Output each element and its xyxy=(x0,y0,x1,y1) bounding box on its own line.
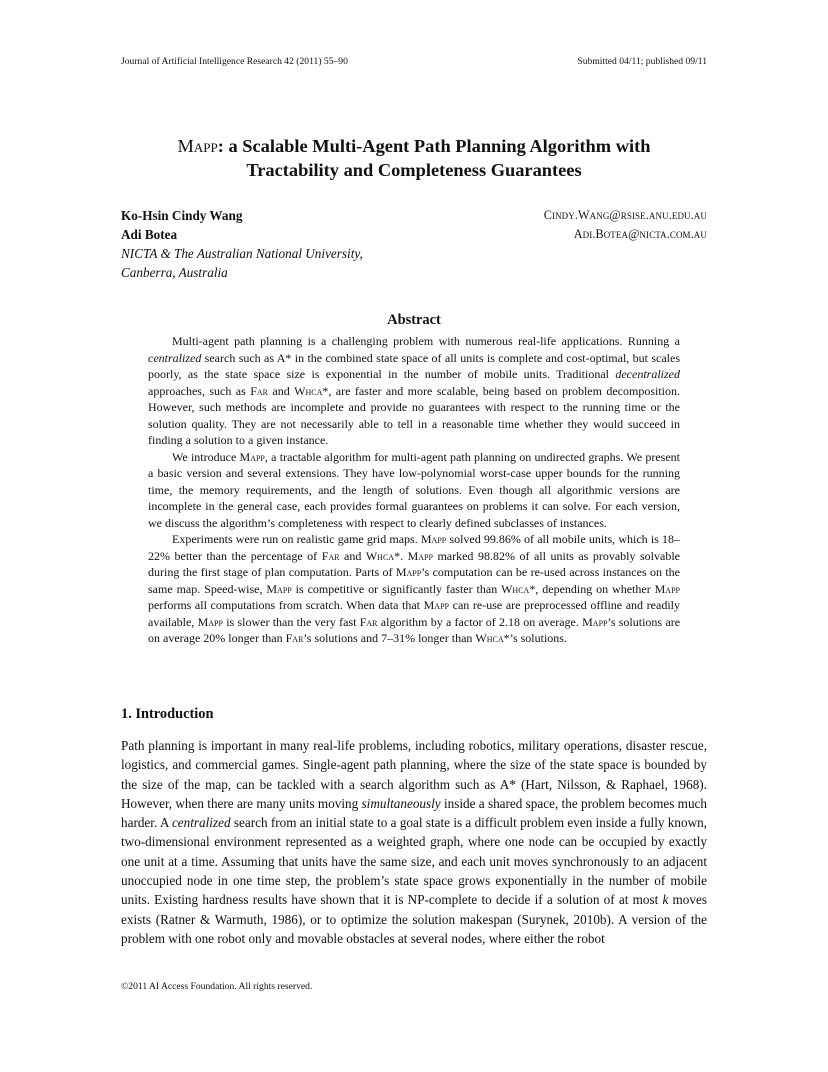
text-run: approaches, such as xyxy=(148,383,251,398)
author-row xyxy=(121,206,707,225)
algorithm-name: Mapp xyxy=(582,614,608,629)
algorithm-name: Whca xyxy=(501,581,530,596)
journal-citation: Journal of Artificial Intelligence Research 42 (2011) 55–90 xyxy=(121,56,348,67)
algorithm-name: Mapp xyxy=(197,614,223,629)
algorithm-name: Mapp xyxy=(423,598,449,612)
copyright-footer: ©2011 AI Access Foundation. All rights reserved. xyxy=(121,981,313,992)
text-run: solved 99.86% of all mobile units, which is 18–22% better than the percentage of xyxy=(148,532,680,563)
title-algorithm-name: Mapp xyxy=(177,136,218,156)
abstract-paragraph-2 xyxy=(148,449,680,532)
author-name: Ko-Hsin Cindy Wang xyxy=(121,208,243,223)
algorithm-name: Mapp xyxy=(654,581,680,596)
algorithm-name: Whca xyxy=(365,548,395,563)
algorithm-name: Mapp xyxy=(395,565,422,579)
algorithm-name: Mapp xyxy=(239,449,265,464)
introduction-body xyxy=(121,736,707,948)
algorithm-name: Far xyxy=(359,614,378,629)
text-run: and xyxy=(268,383,295,398)
author-email: Cindy.Wang@rsise.anu.edu.au xyxy=(543,208,707,222)
section-heading-introduction: 1. Introduction xyxy=(121,706,214,722)
introduction-paragraph-1 xyxy=(121,736,707,948)
text-run: inside a shared space, the problem becomes much harder. A xyxy=(121,795,707,831)
abstract-heading: Abstract xyxy=(387,312,441,328)
text-run: We introduce xyxy=(172,449,240,464)
text-run: performs all computations from scratch. When data that xyxy=(148,598,424,612)
text-run: search from an initial state to a goal state is a difficult problem even inside a fully known, two-dimensional environment represented as a weighted graph, where one node can be occupied by exactly one unit at a time. Assuming that units have the same size, and each unit moves synchronously to an adjacent unoccupied node in one time step, the problem’s state space grows exponentially in the number of mobile units. Existing hardness results have shown that it is NP-complete to decide if a solution of at most xyxy=(121,815,707,908)
affiliation-line-1: NICTA & The Australian National University, xyxy=(121,246,363,261)
algorithm-name: Mapp xyxy=(407,548,433,563)
author-email: Adi.Botea@nicta.com.au xyxy=(573,227,707,241)
text-run: , a tractable algorithm for multi-agent path planning on undirected graphs. We present a basic version and several extensions. They have low-polynomial worst-case upper bounds for the running time, the memory requirements, and the length of solutions. Even though all algorithmic versions are incomplete in the general case, each provides formal guarantees on problems it can solve. For each version, we discuss the algorithm’s completeness with respect to clearly defined subclasses of instances. xyxy=(148,449,680,530)
algorithm-name: Mapp xyxy=(266,581,292,596)
math-variable: k xyxy=(662,892,669,908)
algorithm-name: Far xyxy=(321,548,340,563)
text-run: ’s solutions and 7–31% longer than xyxy=(303,631,476,645)
author-block xyxy=(121,206,707,282)
algorithm-name: Far xyxy=(285,631,304,645)
text-run: and xyxy=(339,548,366,563)
title-line-1-text: : a Scalable Multi-Agent Path Planning Algorithm with xyxy=(217,136,651,156)
text-run: ’s computation can be re-used across instances on the same map. Speed-wise, xyxy=(148,565,680,596)
text-run: Experiments were run on realistic game grid maps. xyxy=(172,532,421,546)
text-run: is competitive or significantly faster than xyxy=(291,581,502,596)
abstract-paragraph-3 xyxy=(148,531,680,647)
emphasis: centralized xyxy=(171,815,231,831)
text-run: can re-use are preprocessed offline and readily available, xyxy=(148,598,680,629)
affiliation-line-2: Canberra, Australia xyxy=(121,265,228,280)
algorithm-name: Whca xyxy=(475,631,504,645)
algorithm-name: Mapp xyxy=(420,532,447,546)
text-run: *’s solutions. xyxy=(503,631,567,645)
text-run: *. xyxy=(394,548,408,563)
emphasis: decentralized xyxy=(615,367,680,381)
algorithm-name: Far xyxy=(250,383,268,398)
text-run: Path planning is important in many real-life problems, including robotics, military operations, disaster rescue, logistics, and commercial games. Single-agent path planning, where the size of the state space is bounded by the size of the map, can be tackled with a search algorithm such as A* (Hart, Nilsson, & Raphael, 1968). However, when there are many units moving xyxy=(121,738,707,811)
abstract-body xyxy=(148,333,680,647)
text-run: *, are faster and more scalable, being based on problem decomposition. However, such methods are incomplete and provide no guarantees with respect to the running time or the solution quality. They are not necessarily able to tell in a reasonable time whether they would succeed in finding a solution to a given instance. xyxy=(148,383,681,447)
algorithm-name: Whca xyxy=(294,383,323,398)
text-run: algorithm by a factor of 2.18 on average. xyxy=(377,614,583,629)
text-run: Multi-agent path planning is a challenging problem with numerous real-life applications. Running a xyxy=(172,334,680,348)
emphasis: centralized xyxy=(148,350,202,365)
abstract-paragraph-1 xyxy=(148,333,680,449)
running-header xyxy=(121,56,707,68)
submission-dates: Submitted 04/11; published 09/11 xyxy=(577,56,707,67)
text-run: is slower than the very fast xyxy=(222,614,360,629)
title-line-2: Tractability and Completeness Guarantees xyxy=(246,160,582,180)
text-run: marked 98.82% of all units as provably solvable during the first stage of plan computation. Parts of xyxy=(148,548,681,579)
text-run: moves exists (Ratner & Warmuth, 1986), or to optimize the solution makespan (Surynek, 2010b). A version of the problem with one robot only and movable obstacles at several nodes, where either the robot xyxy=(121,892,707,946)
emphasis: simultaneously xyxy=(361,795,441,811)
author-name: Adi Botea xyxy=(121,227,178,242)
text-run: search such as A* in the combined state space of all units is complete and cost-optimal, but scales poorly, as the state space size is exponential in the number of mobile units. Traditional xyxy=(148,350,680,381)
title-line-1 xyxy=(121,134,707,158)
author-row xyxy=(121,225,707,244)
text-run: *, depending on whether xyxy=(529,581,655,596)
paper-title xyxy=(121,134,707,182)
text-run: ’s solutions are on average 20% longer than xyxy=(148,614,681,645)
